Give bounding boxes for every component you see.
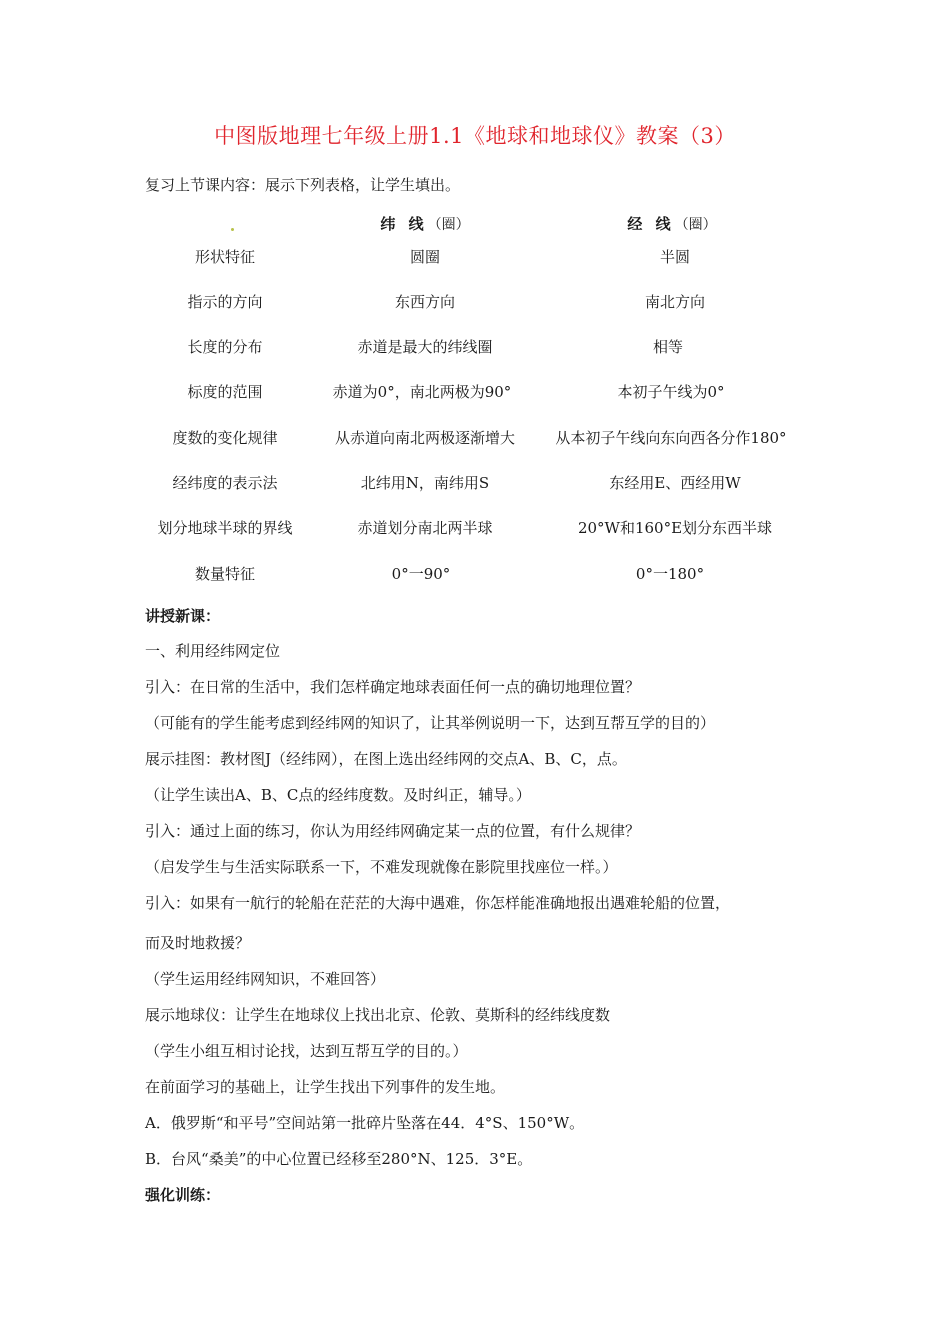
body-paragraph: 引入：在日常的生活中，我们怎样确定地球表面任何一点的确切地理位置？ — [145, 678, 641, 696]
row-feature: 指示的方向 — [187, 293, 263, 311]
body-paragraph: A．俄罗斯“和平号”空间站第一批碎片坠落在44．4°S、150°W。 — [145, 1114, 585, 1132]
document-title: 中图版地理七年级上册1.1《地球和地球仪》教案（3） — [214, 124, 736, 148]
row-longitude: 本初子午线为0° — [617, 383, 725, 401]
section-subheading: 一、利用经纬网定位 — [145, 642, 281, 660]
body-paragraph: 在前面学习的基础上，让学生找出下列事件的发生地。 — [145, 1078, 506, 1096]
row-latitude: 东西方向 — [394, 293, 456, 311]
header-longitude — [627, 213, 716, 234]
row-feature: 标度的范围 — [187, 383, 263, 401]
row-longitude: 20°W和160°E划分东西半球 — [577, 519, 773, 537]
row-longitude: 半圆 — [659, 248, 691, 266]
row-longitude: 相等 — [652, 338, 684, 356]
body-paragraph: 引入：通过上面的练习，你认为用经纬网确定某一点的位置，有什么规律？ — [145, 822, 641, 840]
section-heading: 讲授新课： — [145, 607, 221, 625]
body-paragraph: 展示地球仪：让学生在地球仪上找出北京、伦敦、莫斯科的经纬线度数 — [145, 1006, 611, 1024]
header-longitude-suffix: （圈） — [674, 217, 717, 233]
row-latitude: 赤道是最大的纬线圈 — [357, 338, 493, 356]
header-longitude-label: 经 线 — [627, 215, 675, 233]
header-latitude-label: 纬 线 — [380, 215, 428, 233]
row-latitude: 0°一90° — [391, 565, 451, 583]
row-longitude: 东经用E、西经用W — [609, 474, 741, 492]
header-latitude-suffix: （圈） — [427, 217, 470, 233]
body-paragraph: 展示挂图：教材图J（经纬网），在图上选出经纬网的交点A、B、C，点。 — [145, 750, 627, 768]
row-feature: 划分地球半球的界线 — [157, 519, 293, 537]
body-paragraph: 而及时地救援？ — [145, 934, 251, 952]
row-longitude: 从本初子午线向东向西各分作180° — [555, 429, 787, 447]
header-latitude — [380, 213, 469, 234]
row-feature: 度数的变化规律 — [172, 429, 278, 447]
row-feature: 数量特征 — [194, 565, 256, 583]
body-paragraph: （学生小组互相讨论找，达到互帮互学的目的。） — [145, 1042, 468, 1060]
row-latitude: 赤道为0°，南北两极为90° — [332, 383, 512, 401]
row-longitude: 0°一180° — [635, 565, 705, 583]
body-paragraph: B．台风“桑美”的中心位置已经移至280°N、125．3°E。 — [145, 1150, 533, 1168]
body-paragraph: （让学生读出A、B、C点的经纬度数。及时纠正，辅导。） — [145, 786, 531, 804]
body-paragraph: （学生运用经纬网知识，不难回答） — [145, 970, 386, 988]
intro-text: 复习上节课内容：展示下列表格，让学生填出。 — [145, 176, 461, 194]
stray-mark — [231, 228, 234, 231]
row-latitude: 从赤道向南北两极逐渐增大 — [334, 429, 516, 447]
body-paragraph: 引入：如果有一航行的轮船在茫茫的大海中遇难，你怎样能准确地报出遇难轮船的位置， — [145, 894, 731, 912]
row-feature: 经纬度的表示法 — [172, 474, 278, 492]
row-feature: 长度的分布 — [187, 338, 263, 356]
row-feature: 形状特征 — [194, 248, 256, 266]
body-paragraph: （启发学生与生活实际联系一下，不难发现就像在影院里找座位一样。） — [145, 858, 618, 876]
body-paragraph: （可能有的学生能考虑到经纬网的知识了，让其举例说明一下，达到互帮互学的目的） — [145, 714, 716, 732]
row-latitude: 圆圈 — [409, 248, 441, 266]
row-latitude: 北纬用N，南纬用S — [360, 474, 490, 492]
section-heading: 强化训练： — [145, 1186, 221, 1204]
row-latitude: 赤道划分南北两半球 — [357, 519, 493, 537]
row-longitude: 南北方向 — [644, 293, 706, 311]
